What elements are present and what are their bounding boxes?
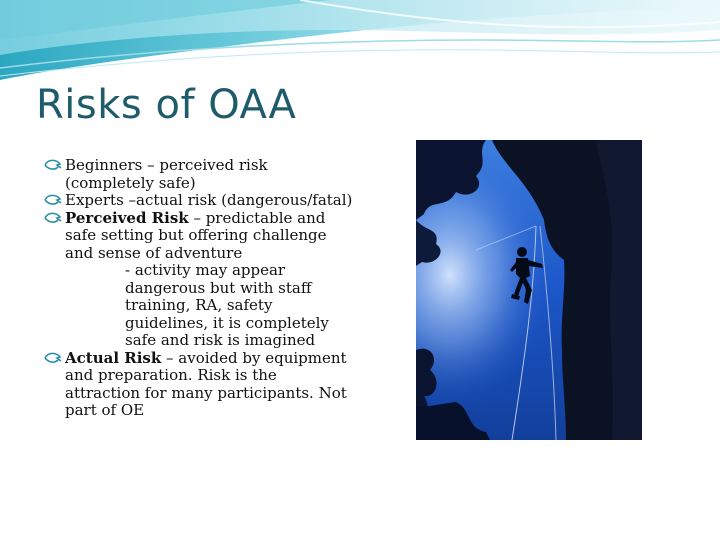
climber-rappelling-photo bbox=[416, 140, 642, 440]
header-swoosh-decoration bbox=[0, 0, 720, 90]
bullet-text: – predictable and safe setting but offering challenge and sense of adventure bbox=[65, 208, 327, 262]
bullet-continuation: - activity may appear dangerous but with staff training, RA, safety guidelines, it is completely safe and risk is imagined bbox=[125, 261, 329, 349]
slide-title: Risks of OAA bbox=[36, 82, 297, 128]
bullet-arrow-icon bbox=[44, 211, 62, 225]
bullet-bold-term: Actual Risk bbox=[65, 348, 162, 367]
bullet-arrow-icon bbox=[44, 193, 62, 207]
bullet-text: Beginners – perceived risk (completely safe) bbox=[65, 156, 268, 192]
bullet-arrow-icon bbox=[44, 158, 62, 172]
bullet-bold-term: Perceived Risk bbox=[65, 208, 189, 227]
bullet-arrow-icon bbox=[44, 351, 62, 365]
bullet-item-beginners bbox=[44, 157, 354, 192]
bullet-list bbox=[44, 157, 354, 420]
bullet-item-actual-risk bbox=[44, 350, 354, 420]
bullet-text: – avoided by equipment and preparation. Risk is the attraction for many participants. Not part of OE bbox=[65, 348, 347, 419]
bullet-text: Experts –actual risk (dangerous/fatal) bbox=[65, 191, 353, 209]
bullet-item-perceived-risk bbox=[44, 210, 354, 350]
bullet-item-experts bbox=[44, 192, 354, 210]
